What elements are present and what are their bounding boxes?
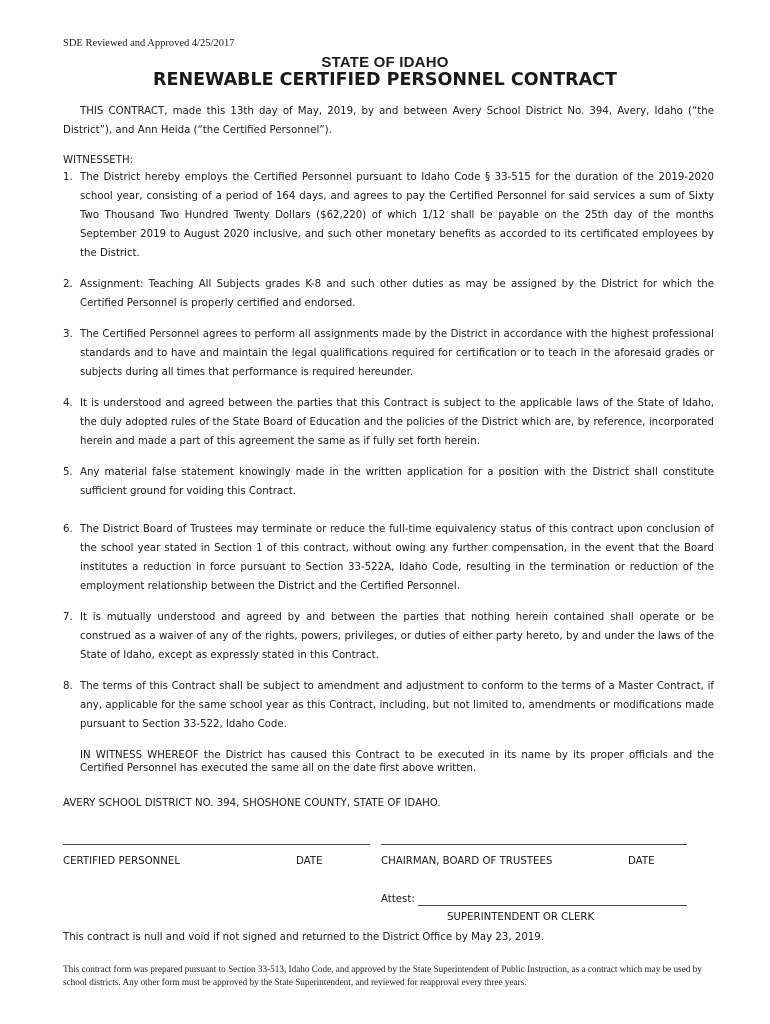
section-number: 8.: [63, 681, 73, 692]
section-text: The District hereby employs the Certified Personnel pursuant to Idaho Code § 33-515 for the duration of the 2019-2020 school year, consisting of a period of 164 days, and agrees to pay the Certified Personnel for said services a sum of Sixty Two Thousand Two Hundred Twenty Dollars ($62,220) of which 1/12 shall be payable on the 25th day of the months September 2019 to August 2020 inclusive, and such other monetary benefits as accorded to its certificated employees by the District.: [80, 172, 714, 259]
section-text: It is understood and agreed between the parties that this Contract is subject to the applicable laws of the State of Idaho, the duly adopted rules of the State Board of Education and the policies of the District which are, by reference, incorporated herein and made a part of this agreement the same as if fully set forth herein.: [80, 398, 714, 447]
witnesseth-label: WITNESSETH:: [63, 155, 134, 166]
attest-label: Attest:: [381, 894, 415, 905]
date-left-label: DATE: [296, 856, 323, 867]
section-text: It is mutually understood and agreed by and between the parties that nothing herein contained shall operate or be construed as a waiver of any of the rights, powers, privileges, or duties of either party hereto, by and under the laws of the State of Idaho, except as expressly stated in this Contract.: [80, 612, 714, 661]
chairman-signature-line[interactable]: [381, 844, 687, 845]
section-4: [63, 394, 714, 451]
section-8: [63, 677, 714, 734]
section-1: [63, 168, 714, 263]
section-7: [63, 608, 714, 665]
section-6: [63, 520, 714, 596]
section-text: The Certified Personnel agrees to perform all assignments made by the District in accordance with the highest professional standards and to have and maintain the legal qualifications required for certification or to teach in the aforesaid grades or subjects during all times that performance is required hereunder.: [80, 329, 714, 378]
in-witness-paragraph: IN WITNESS WHEREOF the District has caused this Contract to be executed in its name by its proper officials and the Certified Personnel has executed the same all on the date first above written.: [80, 750, 714, 774]
section-text: Assignment: Teaching All Subjects grades K-8 and such other duties as may be assigned by the District for which the Certified Personnel is properly certified and endorsed.: [80, 279, 714, 309]
reviewed-note: SDE Reviewed and Approved 4/25/2017: [63, 38, 235, 49]
state-heading: STATE OF IDAHO: [321, 54, 449, 71]
section-number: 6.: [63, 524, 73, 535]
section-number: 4.: [63, 398, 73, 409]
null-void-notice: This contract is null and void if not signed and returned to the District Office by May 23, 2019.: [63, 932, 545, 943]
date-right-label: DATE: [628, 856, 655, 867]
intro-paragraph: THIS CONTRACT, made this 13th day of May, 2019, by and between Avery School District No. 394, Avery, Idaho (“the District”), and Ann Heida (“the Certified Personnel”).: [63, 106, 714, 136]
certified-personnel-label: CERTIFIED PERSONNEL: [63, 856, 180, 867]
section-number: 3.: [63, 329, 73, 340]
section-text: Any material false statement knowingly made in the written application for a position with the District shall constitute sufficient ground for voiding this Contract.: [80, 467, 714, 497]
section-number: 5.: [63, 467, 73, 478]
section-text: The terms of this Contract shall be subject to amendment and adjustment to conform to the terms of a Master Contract, if any, applicable for the same school year as this Contract, including, but not limited to, amendments or modifications made pursuant to Section 33-522, Idaho Code.: [80, 681, 714, 730]
certified-personnel-signature-line[interactable]: [63, 844, 370, 845]
section-text: The District Board of Trustees may terminate or reduce the full-time equivalency status of this contract upon conclusion of the school year stated in Section 1 of this contract, without owing any further compensation, in the event that the Board institutes a reduction in force pursuant to Section 33-522A, Idaho Code, resulting in the termination or reduction of the employment relationship between the District and the Certified Personnel.: [80, 524, 714, 592]
section-3: [63, 325, 714, 382]
section-number: 2.: [63, 279, 73, 290]
section-number: 1.: [63, 172, 73, 183]
chairman-label: CHAIRMAN, BOARD OF TRUSTEES: [381, 856, 553, 867]
page-title: RENEWABLE CERTIFIED PERSONNEL CONTRACT: [153, 70, 617, 90]
footer-note: This contract form was prepared pursuant to Section 33-513, Idaho Code, and approved by the State Superintendent of Public Instruction, as a contract which may be used by school districts. Any other form must be approved by the State Superintendent, and reviewed for reapproval every three years.: [63, 964, 702, 987]
section-number: 7.: [63, 612, 73, 623]
attest-signature-line[interactable]: [418, 905, 687, 906]
superintendent-label: SUPERINTENDENT OR CLERK: [447, 912, 595, 923]
section-2: [63, 275, 714, 313]
district-line: AVERY SCHOOL DISTRICT NO. 394, SHOSHONE COUNTY, STATE OF IDAHO.: [63, 798, 441, 809]
section-5: [63, 463, 714, 501]
